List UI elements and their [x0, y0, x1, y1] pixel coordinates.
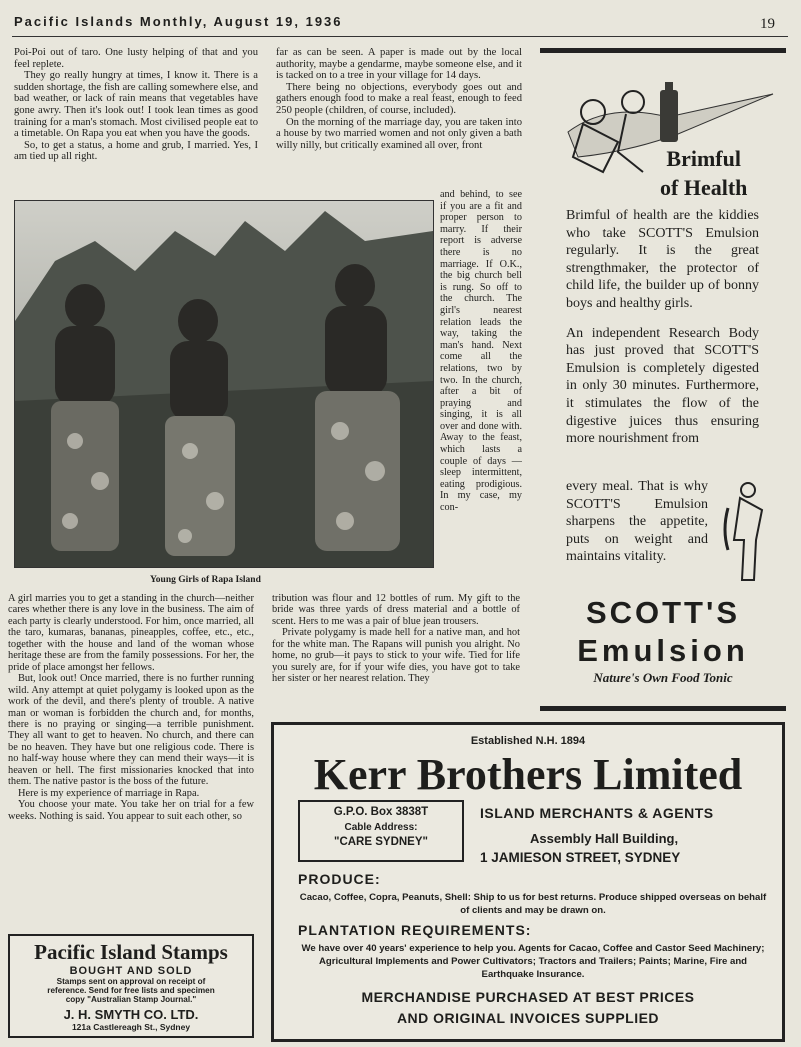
fisherman-illustration: [714, 480, 770, 586]
kerr-cable-address: "CARE SYDNEY": [334, 836, 428, 848]
kerr-cable-label: Cable Address:: [344, 822, 418, 833]
paragraph: A girl marries you to get a standing in the church—neither cares whether there is any love in the business. The aim of each party is clearly understood. For him, once married, all the taro, kumaras, bananas, pineapples, coffee, etc., etc., together with the house and land of the woman whose heritage these are from the family possessions. For her, the pride of place amongst her fellows.: [8, 593, 254, 673]
kerr-bottom-line2: AND ORIGINAL INVOICES SUPPLIED: [396, 1010, 660, 1026]
scotts-bottom-rule: [540, 706, 786, 711]
photo-caption: Young Girls of Rapa Island: [150, 575, 261, 585]
paragraph: So, to get a status, a home and grub, I married. Yes, I am tied up all right.: [14, 139, 258, 163]
stamps-ad-title: Pacific Island Stamps: [34, 940, 228, 964]
kerr-building: Assembly Hall Building,: [530, 831, 679, 846]
kerr-company-name: Kerr Brothers Limited: [313, 750, 743, 799]
scotts-tagline: Nature's Own Food Tonic: [593, 670, 733, 685]
stamps-ad-company: J. H. SMYTH CO. LTD.: [63, 1007, 199, 1022]
paragraph: Private polygamy is made hell for a native man, and hot for the white man. The Rapans will punish you alright. No home, no grub—it pays to stick to your wife. Tied for life you surely are, for if your wife dies, you have got to take her sister or her nearest relation. They: [272, 627, 520, 685]
stamps-ad-line: Stamps sent on approval on receipt of: [56, 977, 206, 986]
kerr-address-box: [298, 800, 464, 862]
paragraph: There being no objections, everybody goes out and gathers enough food to make a real feast, enough to feed 250 people (children, of course, included).: [276, 81, 522, 116]
running-header: Pacific Islands Monthly, August 19, 1936: [14, 14, 343, 29]
scotts-top-rule: [540, 48, 786, 53]
kerr-merchants: ISLAND MERCHANTS & AGENTS: [480, 805, 714, 821]
article-narrow-col: [440, 189, 522, 514]
scotts-paragraph: every meal. That is why SCOTT'S Emulsion sharpens the appetite, puts on weight and maintains vitality.: [566, 479, 708, 565]
article-col1-lower: [8, 593, 254, 822]
article-col2-top: [276, 47, 522, 151]
kerr-brothers-advertisement: [271, 722, 785, 1042]
page-number: 19: [760, 16, 775, 32]
article-col2-lower: [272, 593, 520, 685]
stamps-ad-line: copy "Australian Stamp Journal.": [65, 995, 197, 1004]
header-rule: [12, 36, 788, 37]
kerr-street: 1 JAMIESON STREET, SYDNEY: [480, 850, 681, 865]
scotts-body: [566, 207, 759, 448]
paragraph: On the morning of the marriage day, you are taken into a house by two married women and not only given a bath willy nilly, but critically examined all over, front: [276, 116, 522, 151]
scotts-brand-line2: Emulsion: [577, 633, 749, 668]
rapa-island-photo: [14, 200, 434, 568]
scotts-headline: [660, 144, 747, 202]
scotts-body-narrow: [566, 478, 708, 578]
scotts-headline-line2: of Health: [660, 175, 748, 200]
kerr-plantation-heading: PLANTATION REQUIREMENTS:: [298, 922, 532, 938]
photo-illustration: [15, 201, 433, 567]
kerr-established: Established N.H. 1894: [470, 735, 586, 747]
kerr-produce-text: Cacao, Coffee, Copra, Peanuts, Shell: Ship to us for best returns. Produce shipped overseas on behalf of clients and may be drawn on.: [299, 892, 767, 916]
paragraph: But, look out! Once married, there is no further running wild. Any attempt at quiet polygamy is looked upon as the work of the devil, and there's plenty of trouble. A native man or woman is forbidden the church and, for months, there is no praying or singing—a terrible punishment. They all want to get to heaven. No church, and there can be no heaven. They have but one religious code. There is no half-way house where they can mend their ways—it is heaven or hell. The first missionaries knocked that into them. The native pastor is the boss of the future.: [8, 673, 254, 788]
article-col1-top: [14, 47, 258, 163]
kerr-plantation-text: We have over 40 years' experience to help you. Agents for Cacao, Coffee and Castor Seed Machinery; Agricultural Implements and Power Cultivators; Tractors and Trailers; Paints; Marine, Fire and Earthquake Insurance.: [301, 943, 765, 980]
paragraph: Poi-Poi out of taro. One lusty helping of that and you feel replete.: [14, 47, 258, 70]
scotts-headline-line1: Brimful: [666, 146, 741, 171]
paragraph: far as can be seen. A paper is made out by the local authority, maybe a gendarme, maybe someone else, and it is tacked on to a tree in your village for 14 days.: [276, 47, 522, 82]
paragraph: and behind, to see if you are a fit and proper person to marry. If their report is adverse there is no marriage. If O.K., the big church bell is rung. So off to the church. The girl's nearest relation leads the way, taking the man's hand. Next come all the relations, two by two. In the church, after a bit of praying and singing, it is all over and done with. Away to the feast, which lasts a couple of days — sleep intermittent, eating prodigious. In my case, my con-: [440, 189, 522, 514]
kerr-po-box: G.P.O. Box 3838T: [333, 806, 429, 818]
scotts-brand-line1: SCOTT'S: [585, 595, 741, 630]
paragraph: tribution was flour and 12 bottles of rum. My gift to the bride was three yards of dress material and a bottle of scent. Hers to me was a pair of blue jean trousers.: [272, 593, 520, 627]
stamps-advertisement: [8, 934, 254, 1038]
stamps-ad-subtitle: BOUGHT AND SOLD: [69, 965, 193, 977]
stamps-ad-address: 121a Castlereagh St., Sydney: [71, 1022, 191, 1032]
scotts-paragraph: An independent Research Body has just proved that SCOTT'S Emulsion is completely digested in only 30 minutes. Furthermore, it stimulates the flow of the digestive juices thus ensuring more nourishment from: [566, 325, 759, 447]
stamps-ad-line: reference. Send for free lists and specimen: [47, 986, 215, 995]
paragraph: You choose your mate. You take her on trial for a few weeks. Nothing is said. You appear to suit each other, so: [8, 799, 254, 822]
kerr-bottom-line1: MERCHANDISE PURCHASED AT BEST PRICES: [361, 989, 695, 1005]
scotts-paragraph: Brimful of health are the kiddies who take SCOTT'S Emulsion regularly. It is the great strengthmaker, the protector of child life, the builder up of bonny boys and healthy girls.: [566, 208, 759, 311]
kerr-produce-heading: PRODUCE:: [298, 871, 381, 887]
paragraph: They go really hungry at times, I know it. There is a sudden shortage, the fish are calling somewhere else, and bad weather, or lack of rain means that vegetables have gone awry. Then it's look out! I took lean times as good training for a man's stomach. Most civilised people eat to a timetable. On Rapa you eat when you have the goods.: [14, 70, 258, 140]
paragraph: Here is my experience of marriage in Rapa.: [18, 787, 200, 799]
